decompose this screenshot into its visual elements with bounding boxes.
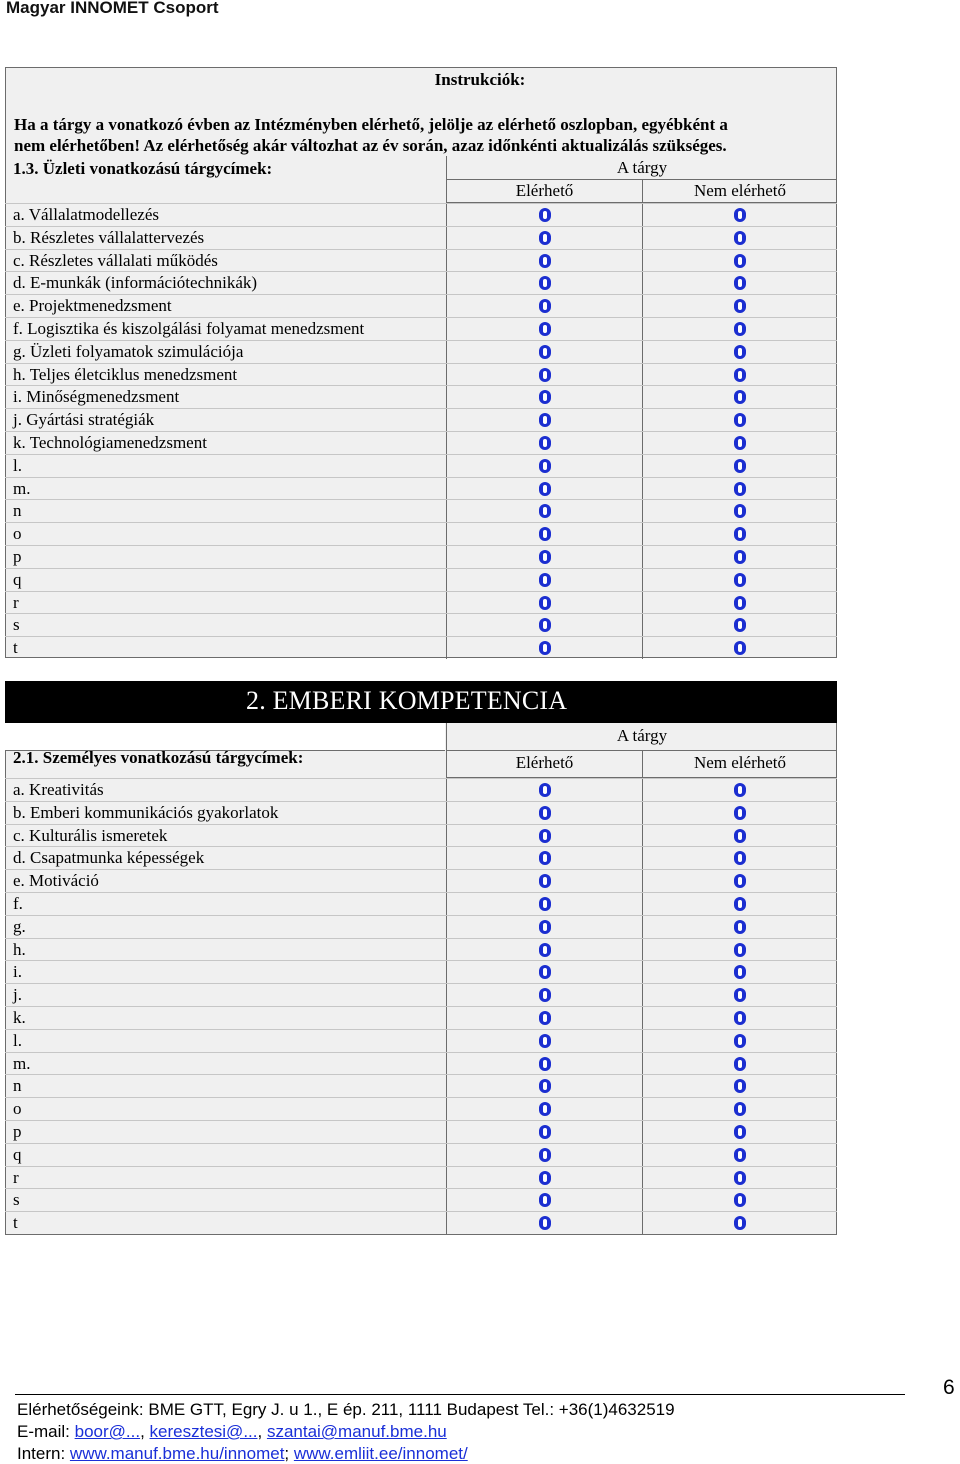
zero-value-marker — [539, 276, 551, 290]
section-21-cell-available[interactable] — [446, 1075, 642, 1097]
zero-value-marker — [539, 1011, 551, 1025]
section-21-row-label: o — [13, 1099, 22, 1119]
section-13-row-label: k. Technológiamenedzsment — [13, 433, 207, 452]
section-21-row — [5, 983, 837, 1006]
section-13-cell-available[interactable] — [446, 500, 642, 522]
footer-intern — [17, 1444, 468, 1464]
section-21-row — [5, 1188, 837, 1211]
zero-value-marker — [539, 1193, 551, 1207]
section-21-cell-unavailable[interactable] — [642, 847, 837, 869]
competence-banner — [5, 681, 837, 723]
section-21-row — [5, 915, 837, 938]
section-13-row — [5, 477, 837, 500]
email-link-szantai[interactable]: szantai@manuf.bme.hu — [266, 1422, 447, 1441]
section-21-row-label: e. Motiváció — [13, 871, 99, 891]
zero-value-marker — [539, 208, 551, 222]
zero-value-marker — [734, 345, 746, 359]
section-21-cell-unavailable[interactable] — [642, 1144, 837, 1166]
section-21-row-label: f. — [13, 894, 23, 913]
section-21-row-label: g. — [13, 916, 26, 936]
section-21-row-label: j. — [13, 985, 22, 1005]
section-21-col-available: Elérhető — [446, 751, 642, 778]
zero-value-marker — [734, 897, 746, 911]
instructions-line-2: nem elérhetőben! Az elérhetőség akár változhat az év során, azaz időnkénti aktualizálás szükséges. — [14, 136, 727, 155]
section-13-cell-available[interactable] — [446, 386, 642, 408]
section-13-cell-available[interactable] — [446, 455, 642, 477]
competence-spacer — [5, 723, 445, 751]
section-13-cell-unavailable[interactable] — [642, 318, 837, 340]
section-21-cell-unavailable[interactable] — [642, 825, 837, 847]
section-21-cell-available[interactable] — [446, 939, 642, 961]
section-13-cell-unavailable[interactable] — [642, 478, 837, 500]
zero-value-marker — [539, 1148, 551, 1162]
section-21-cell-unavailable[interactable] — [642, 779, 837, 801]
section-21-row-label: n — [13, 1076, 22, 1096]
section-21-cell-available[interactable] — [446, 1212, 642, 1234]
section-13-row-label: g. Üzleti folyamatok szimulációja — [13, 341, 244, 361]
section-13-cell-available[interactable] — [446, 364, 642, 386]
footer-intern-label: Intern: — [17, 1444, 70, 1463]
section-13-row — [5, 499, 837, 522]
section-21-cell-available[interactable] — [446, 916, 642, 938]
section-13-row-label: a. Vállalatmodellezés — [13, 205, 160, 224]
section-21-cell-available[interactable] — [446, 847, 642, 869]
section-21-cell-unavailable[interactable] — [642, 1007, 837, 1029]
section-21-cell-available[interactable] — [446, 1144, 642, 1166]
section-13-row-label: f. Logisztika és kiszolgálási folyamat menedzsment — [13, 319, 365, 338]
section-13-cell-unavailable[interactable] — [642, 546, 837, 568]
zero-value-marker — [539, 299, 551, 313]
zero-value-marker — [734, 943, 746, 957]
zero-value-marker — [539, 504, 551, 518]
section-21-row — [5, 801, 837, 824]
email-link-boor[interactable]: boor@... — [74, 1422, 141, 1441]
section-13-row — [5, 522, 837, 545]
section-21-row — [5, 1120, 837, 1143]
zero-value-marker — [734, 504, 746, 518]
zero-value-marker — [734, 276, 746, 290]
footer-email-label: E-mail: — [17, 1422, 75, 1441]
zero-value-marker — [539, 345, 551, 359]
zero-value-marker — [539, 573, 551, 587]
zero-value-marker — [539, 231, 551, 245]
zero-value-marker — [539, 988, 551, 1002]
zero-value-marker — [539, 897, 551, 911]
section-13-cell-available[interactable] — [446, 432, 642, 454]
section-13-row — [5, 568, 837, 591]
zero-value-marker — [734, 920, 746, 934]
section-13-cell-unavailable[interactable] — [642, 432, 837, 454]
zero-value-marker — [539, 874, 551, 888]
section-21-row-label: t — [13, 1213, 18, 1233]
section-13-cell-available[interactable] — [446, 409, 642, 431]
section-21-cell-available[interactable] — [446, 893, 642, 915]
section-21-row — [5, 1029, 837, 1052]
section-21-col-unavailable: Nem elérhető — [642, 751, 837, 778]
zero-value-marker — [734, 1034, 746, 1048]
section-21-cell-unavailable[interactable] — [642, 916, 837, 938]
zero-value-marker — [539, 851, 551, 865]
section-13-row — [5, 454, 837, 477]
section-21-cell-available[interactable] — [446, 1053, 642, 1075]
instructions-line-1: Ha a tárgy a vonatkozó évben az Intézményben elérhető, jelölje az elérhető oszlopban, egyébként a — [14, 115, 728, 134]
zero-value-marker — [539, 482, 551, 496]
section-21-row — [5, 1074, 837, 1097]
zero-value-marker — [539, 527, 551, 541]
footer-emails — [17, 1422, 447, 1442]
section-21-group-header: A tárgy — [446, 723, 837, 751]
zero-value-marker — [539, 1125, 551, 1139]
section-13-row — [5, 340, 837, 363]
section-21-cell-available[interactable] — [446, 1167, 642, 1189]
section-13-cell-available[interactable] — [446, 204, 642, 226]
section-13-row-label: b. Részletes vállalattervezés — [13, 227, 205, 247]
section-13-row-label: r — [13, 592, 19, 612]
competence-banner-title: 2. EMBERI KOMPETENCIA — [246, 686, 568, 715]
section-13-cell-unavailable[interactable] — [642, 341, 837, 363]
zero-value-marker — [539, 1079, 551, 1093]
section-13-row — [5, 363, 837, 386]
section-13-row-label: s — [13, 615, 20, 635]
section-13-row-label: c. Részletes vállalati működés — [13, 250, 218, 270]
section-13-cell-available[interactable] — [446, 295, 642, 317]
section-13-row-label: n — [13, 501, 22, 521]
section-13-row — [5, 545, 837, 568]
section-21-cell-unavailable[interactable] — [642, 1212, 837, 1234]
section-21-cell-available[interactable] — [446, 825, 642, 847]
section-21-row-label: b. Emberi kommunikációs gyakorlatok — [13, 802, 279, 822]
zero-value-marker — [734, 1079, 746, 1093]
section-13-cell-available[interactable] — [446, 272, 642, 294]
zero-value-marker — [539, 783, 551, 797]
zero-value-marker — [734, 322, 746, 336]
section-13-cell-available[interactable] — [446, 546, 642, 568]
section-21-row — [5, 1143, 837, 1166]
section-13-row-label: p — [13, 547, 22, 566]
section-21-row-label: r — [13, 1167, 19, 1187]
section-21-cell-available[interactable] — [446, 870, 642, 892]
zero-value-marker — [734, 436, 746, 450]
section-13-cell-unavailable[interactable] — [642, 500, 837, 522]
section-21-row-label: c. Kulturális ismeretek — [13, 825, 168, 845]
section-13-group-header: A tárgy — [446, 156, 837, 180]
section-13-row-label: d. E-munkák (információtechnikák) — [13, 273, 258, 293]
section-13-col-available: Elérhető — [446, 180, 642, 203]
zero-value-marker — [734, 368, 746, 382]
zero-value-marker — [539, 413, 551, 427]
section-21-cell-unavailable[interactable] — [642, 1075, 837, 1097]
section-21-cell-unavailable[interactable] — [642, 1121, 837, 1143]
section-21-row — [5, 1006, 837, 1029]
section-13-cell-available[interactable] — [446, 592, 642, 614]
section-13-cell-unavailable[interactable] — [642, 592, 837, 614]
section-21-row — [5, 1166, 837, 1189]
section-13-row — [5, 613, 837, 636]
section-13-row-label: o — [13, 524, 22, 544]
zero-value-marker — [539, 550, 551, 564]
section-21-cell-unavailable[interactable] — [642, 1189, 837, 1211]
section-13-cell-available[interactable] — [446, 523, 642, 545]
section-13-row — [5, 249, 837, 272]
section-13-cell-unavailable[interactable] — [642, 523, 837, 545]
zero-value-marker — [734, 1171, 746, 1185]
section-13-row-label: l. — [13, 455, 22, 475]
section-13-cell-unavailable[interactable] — [642, 409, 837, 431]
section-13-cell-unavailable[interactable] — [642, 227, 837, 249]
section-13-cell-available[interactable] — [446, 318, 642, 340]
zero-value-marker — [734, 851, 746, 865]
section-13-row — [5, 591, 837, 614]
section-21-cell-available[interactable] — [446, 1121, 642, 1143]
intern-link-manuf[interactable]: www.manuf.bme.hu/innomet — [69, 1444, 285, 1463]
section-13-row-label: h. Teljes életciklus menedzsment — [13, 364, 238, 384]
zero-value-marker — [734, 829, 746, 843]
zero-value-marker — [734, 641, 746, 655]
section-13-cell-unavailable[interactable] — [642, 272, 837, 294]
section-13-cell-available[interactable] — [446, 637, 642, 659]
section-21-cell-unavailable[interactable] — [642, 802, 837, 824]
zero-value-marker — [734, 390, 746, 404]
footer-sep: , — [140, 1422, 150, 1441]
section-13-cell-unavailable[interactable] — [642, 569, 837, 591]
zero-value-marker — [734, 208, 746, 222]
section-13-row — [5, 294, 837, 317]
section-13-row-label: j. Gyártási stratégiák — [13, 410, 155, 430]
footer-sep: , — [257, 1422, 267, 1441]
zero-value-marker — [734, 1011, 746, 1025]
zero-value-marker — [734, 527, 746, 541]
section-13-row-label: i. Minőségmenedzsment — [13, 387, 180, 407]
section-21-row-label: k. — [13, 1008, 26, 1027]
section-13-row — [5, 317, 837, 340]
section-21-row-label: p — [13, 1122, 22, 1141]
section-21-row-label: a. Kreativitás — [13, 780, 104, 799]
section-13-row — [5, 271, 837, 294]
zero-value-marker — [539, 965, 551, 979]
zero-value-marker — [734, 299, 746, 313]
section-21-row — [5, 960, 837, 983]
section-13-cell-available[interactable] — [446, 569, 642, 591]
section-21-cell-unavailable[interactable] — [642, 961, 837, 983]
org-header: Magyar INNOMET Csoport — [6, 0, 219, 17]
zero-value-marker — [734, 1125, 746, 1139]
section-13-row-label: m. — [13, 478, 31, 498]
section-13-cell-unavailable[interactable] — [642, 364, 837, 386]
section-21-row-label: q — [13, 1144, 22, 1164]
zero-value-marker — [734, 231, 746, 245]
section-21-row-label: l. — [13, 1030, 22, 1050]
section-21-row-label: i. — [13, 962, 22, 982]
zero-value-marker — [734, 874, 746, 888]
footer-contact: Elérhetőségeink: BME GTT, Egry J. u 1., E ép. 211, 1111 Budapest Tel.: +36(1)4632519 — [17, 1400, 675, 1419]
zero-value-marker — [734, 1193, 746, 1207]
section-13-cell-unavailable[interactable] — [642, 614, 837, 636]
zero-value-marker — [734, 618, 746, 632]
section-21-cell-unavailable[interactable] — [642, 870, 837, 892]
section-13-cell-unavailable[interactable] — [642, 295, 837, 317]
section-21-cell-available[interactable] — [446, 1007, 642, 1029]
section-21-cell-unavailable[interactable] — [642, 984, 837, 1006]
zero-value-marker — [539, 943, 551, 957]
section-13-cell-available[interactable] — [446, 250, 642, 272]
zero-value-marker — [539, 436, 551, 450]
footer-rule — [15, 1394, 905, 1395]
zero-value-marker — [734, 965, 746, 979]
zero-value-marker — [539, 596, 551, 610]
zero-value-marker — [734, 254, 746, 268]
email-link-keresztesi[interactable]: keresztesi@... — [149, 1422, 258, 1441]
section-13-row-label: t — [13, 638, 18, 658]
section-13-col-unavailable: Nem elérhető — [642, 180, 837, 203]
section-13-row — [5, 385, 837, 408]
section-21-cell-available[interactable] — [446, 1098, 642, 1120]
zero-value-marker — [734, 482, 746, 496]
zero-value-marker — [539, 254, 551, 268]
zero-value-marker — [539, 806, 551, 820]
section-21-row — [5, 1052, 837, 1075]
zero-value-marker — [539, 920, 551, 934]
section-21-row-label: d. Csapatmunka képességek — [13, 848, 205, 868]
section-21-cell-available[interactable] — [446, 779, 642, 801]
zero-value-marker — [539, 1171, 551, 1185]
section-13-cell-unavailable[interactable] — [642, 250, 837, 272]
section-13-row — [5, 408, 837, 431]
section-13-cell-available[interactable] — [446, 478, 642, 500]
zero-value-marker — [734, 1148, 746, 1162]
zero-value-marker — [539, 1216, 551, 1230]
section-21-cell-unavailable[interactable] — [642, 1053, 837, 1075]
zero-value-marker — [734, 1102, 746, 1116]
section-21-cell-available[interactable] — [446, 802, 642, 824]
zero-value-marker — [734, 988, 746, 1002]
zero-value-marker — [539, 322, 551, 336]
zero-value-marker — [539, 641, 551, 655]
section-13-cell-unavailable[interactable] — [642, 455, 837, 477]
zero-value-marker — [734, 1216, 746, 1230]
zero-value-marker — [734, 413, 746, 427]
zero-value-marker — [539, 618, 551, 632]
zero-value-marker — [539, 368, 551, 382]
footer-link-sep: ; — [284, 1444, 294, 1463]
section-13-cell-unavailable[interactable] — [642, 204, 837, 226]
zero-value-marker — [734, 783, 746, 797]
section-13-cell-available[interactable] — [446, 341, 642, 363]
section-21-row — [5, 869, 837, 892]
section-13-row-label: q — [13, 569, 22, 589]
section-21-row — [5, 938, 837, 961]
section-21-row — [5, 778, 837, 801]
zero-value-marker — [539, 459, 551, 473]
section-13-title: 1.3. Üzleti vonatkozású tárgycímek: — [13, 159, 273, 178]
section-13-row-label: e. Projektmenedzsment — [13, 296, 172, 316]
section-21-cell-unavailable[interactable] — [642, 893, 837, 915]
instructions-title: Instrukciók: — [434, 70, 526, 89]
zero-value-marker — [539, 1034, 551, 1048]
section-13-row — [5, 226, 837, 249]
section-13-row — [5, 431, 837, 454]
section-21-cell-available[interactable] — [446, 1030, 642, 1052]
section-21-cell-unavailable[interactable] — [642, 1030, 837, 1052]
section-13-row — [5, 636, 837, 659]
section-13-cell-unavailable[interactable] — [642, 386, 837, 408]
section-21-cell-available[interactable] — [446, 1189, 642, 1211]
section-13-cell-available[interactable] — [446, 614, 642, 636]
section-21-row — [5, 1097, 837, 1120]
section-21-row-label: h. — [13, 939, 26, 959]
zero-value-marker — [734, 550, 746, 564]
section-21-cell-available[interactable] — [446, 984, 642, 1006]
zero-value-marker — [734, 1057, 746, 1071]
section-21-cell-unavailable[interactable] — [642, 1167, 837, 1189]
section-21-row — [5, 846, 837, 869]
section-13-cell-available[interactable] — [446, 227, 642, 249]
section-21-cell-unavailable[interactable] — [642, 1098, 837, 1120]
zero-value-marker — [734, 573, 746, 587]
zero-value-marker — [539, 1102, 551, 1116]
section-21-row-label: s — [13, 1190, 20, 1210]
section-21-title: 2.1. Személyes vonatkozású tárgycímek: — [13, 748, 304, 767]
zero-value-marker — [734, 806, 746, 820]
page-number: 6 — [943, 1376, 955, 1399]
section-21-row — [5, 1211, 837, 1234]
section-13-row — [5, 203, 837, 226]
zero-value-marker — [539, 390, 551, 404]
section-21-cell-unavailable[interactable] — [642, 939, 837, 961]
intern-link-emliit[interactable]: www.emliit.ee/innomet/ — [293, 1444, 468, 1463]
zero-value-marker — [539, 1057, 551, 1071]
section-21-cell-available[interactable] — [446, 961, 642, 983]
zero-value-marker — [734, 596, 746, 610]
section-13-cell-unavailable[interactable] — [642, 637, 837, 659]
zero-value-marker — [734, 459, 746, 473]
zero-value-marker — [539, 829, 551, 843]
section-21-row — [5, 824, 837, 847]
section-21-row-label: m. — [13, 1053, 31, 1073]
section-21-row — [5, 892, 837, 915]
